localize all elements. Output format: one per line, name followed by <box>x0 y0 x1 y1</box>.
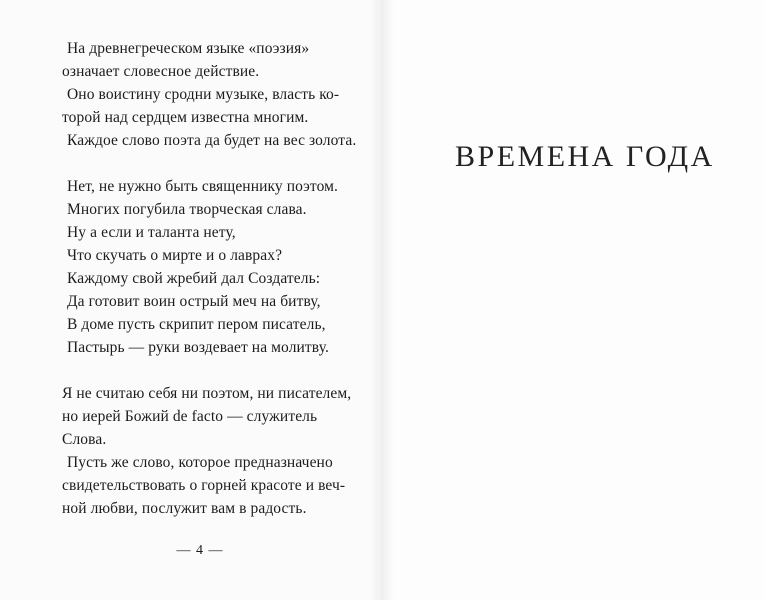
left-page <box>0 0 378 600</box>
text-line: Я не считаю себя ни поэтом, ни писателем, <box>62 385 352 402</box>
paragraph-author-statement <box>62 382 362 520</box>
poem-line: В доме пусть скрипит пером писатель, <box>67 316 326 333</box>
poem-line: Нет, не нужно быть священнику поэтом. <box>67 178 339 195</box>
poem-stanza <box>62 175 362 359</box>
text-line: На древнегреческом языке «поэзия» <box>67 40 310 57</box>
book-gutter <box>370 0 394 600</box>
text-line: но иерей Божий de facto — служитель <box>62 408 318 425</box>
poem-line: Пастырь — руки воздевает на молитву. <box>67 339 329 356</box>
poem-line: Да готовит воин острый меч на битву, <box>67 293 321 310</box>
text-line: означает словесное действие. <box>62 63 260 80</box>
text-line: свидетельствовать о горней красоте и веч- <box>62 477 346 494</box>
poem-line: Ну а если и таланта нету, <box>67 224 236 241</box>
poem-line: Каждому свой жребий дал Создатель: <box>67 270 321 287</box>
poem-line: Многих погубила творческая слава. <box>67 201 307 218</box>
preface-text <box>62 37 362 543</box>
paragraph-poetry-definition <box>62 37 362 152</box>
text-line: Пусть же слово, которое предназначено <box>67 454 333 471</box>
text-line: Слова. <box>62 431 107 448</box>
right-page <box>378 0 764 600</box>
text-line: Оно воистину сродни музыке, власть ко- <box>67 86 340 103</box>
text-line: торой над сердцем известна многим. <box>62 109 309 126</box>
page-number: — 4 — <box>176 543 224 558</box>
text-line: Каждое слово поэта да будет на вес золота. <box>67 132 357 149</box>
text-line: ной любви, послужит вам в радость. <box>62 500 307 517</box>
poem-line: Что скучать о мирте и о лаврах? <box>67 247 283 264</box>
section-title: ВРЕМЕНА ГОДА <box>455 140 715 173</box>
